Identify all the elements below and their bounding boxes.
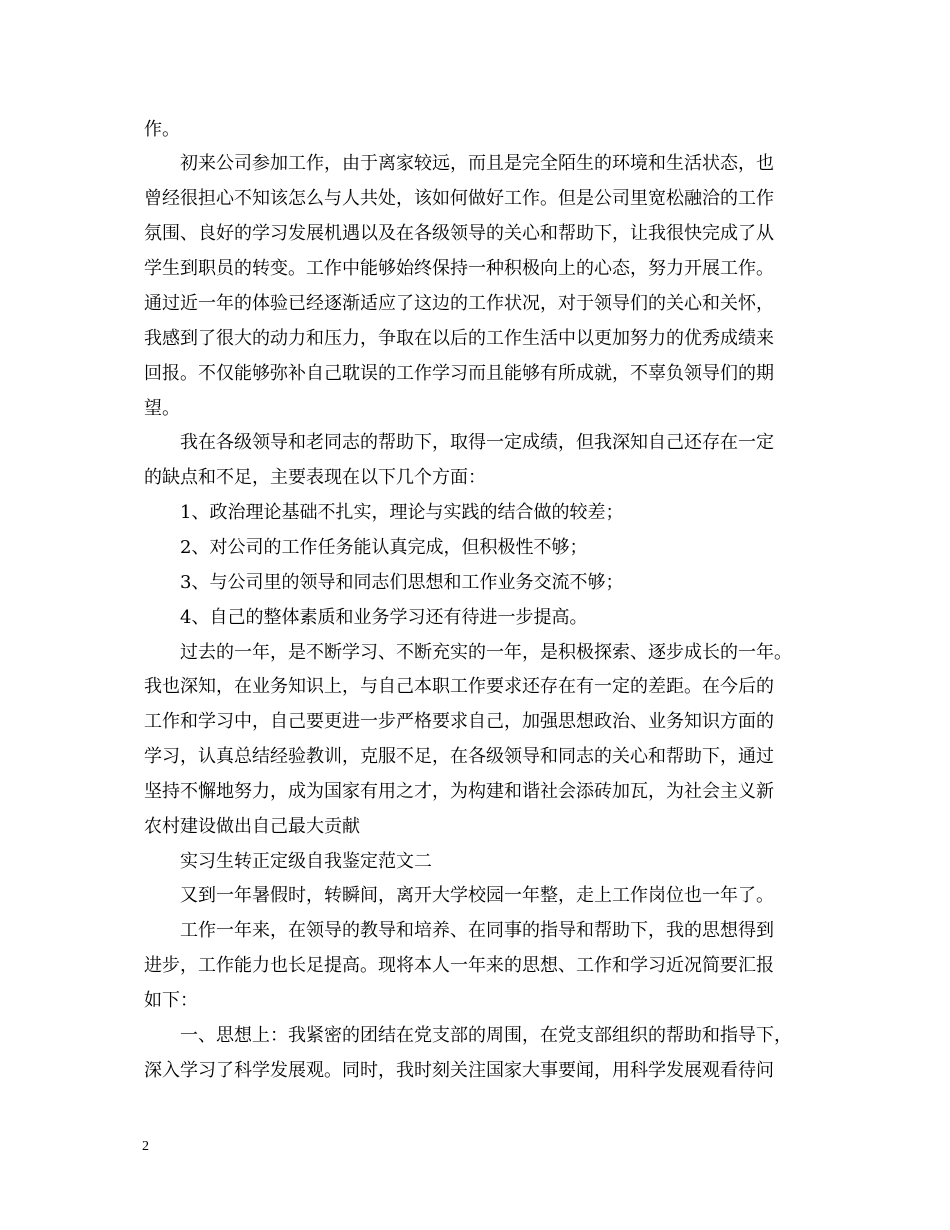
list-item: 1、政治理论基础不扎实，理论与实践的结合做的较差； xyxy=(180,502,624,523)
text-line: 坚持不懈地努力，成为国家有用之才，为构建和谐社会添砖加瓦，为社会主义新 xyxy=(144,781,774,802)
text-line: 进步，工作能力也长足提高。现将本人一年来的思想、工作和学习近况简要汇报 xyxy=(144,955,774,976)
text-line: 学生到职员的转变。工作中能够始终保持一种积极向上的心态，努力开展工作。 xyxy=(144,258,774,279)
text-line: 氛围、良好的学习发展机遇以及在各级领导的关心和帮助下，让我很快完成了从 xyxy=(144,223,774,244)
text-line: 初来公司参加工作，由于离家较远，而且是完全陌生的环境和生活状态，也 xyxy=(180,153,774,174)
text-line: 的缺点和不足，主要表现在以下几个方面： xyxy=(144,467,486,488)
text-line: 望。 xyxy=(144,398,180,419)
text-line: 我也深知，在业务知识上，与自己本职工作要求还存在有一定的差距。在今后的 xyxy=(144,676,774,697)
text-line: 如下： xyxy=(144,990,198,1011)
text-line: 回报。不仅能够弥补自己耽误的工作学习而且能够有所成就，不辜负领导们的期 xyxy=(144,363,774,384)
list-item: 3、与公司里的领导和同志们思想和工作业务交流不够； xyxy=(180,572,624,593)
text-line: 工作一年来，在领导的教导和培养、在同事的指导和帮助下，我的思想得到 xyxy=(180,920,774,941)
text-line: 我在各级领导和老同志的帮助下，取得一定成绩，但我深知自己还存在一定 xyxy=(180,432,774,453)
section-heading: 实习生转正定级自我鉴定范文二 xyxy=(180,851,432,872)
text-line: 工作和学习中，自己要更进一步严格要求自己，加强思想政治、业务知识方面的 xyxy=(144,711,774,732)
list-item: 2、对公司的工作任务能认真完成，但积极性不够； xyxy=(180,537,588,558)
text-line: 农村建设做出自己最大贡献 xyxy=(144,816,360,837)
text-line: 我感到了很大的动力和压力，争取在以后的工作生活中以更加努力的优秀成绩来 xyxy=(144,328,774,349)
text-line: 曾经很担心不知该怎么与人共处，该如何做好工作。但是公司里宽松融洽的工作 xyxy=(144,188,774,209)
text-line: 又到一年暑假时，转瞬间，离开大学校园一年整，走上工作岗位也一年了。 xyxy=(180,885,774,906)
text-line: 过去的一年，是不断学习、不断充实的一年，是积极探索、逐步成长的一年。 xyxy=(180,642,792,663)
page-number: 2 xyxy=(142,1139,149,1154)
text-line: 通过近一年的体验已经逐渐适应了这边的工作状况，对于领导们的关心和关怀， xyxy=(144,293,774,314)
text-line: 深入学习了科学发展观。同时，我时刻关注国家大事要闻，用科学发展观看待问 xyxy=(144,1060,774,1081)
text-line: 作。 xyxy=(144,119,180,140)
list-item: 4、自己的整体素质和业务学习还有待进一步提高。 xyxy=(180,607,588,628)
text-line: 一、思想上：我紧密的团结在党支部的周围，在党支部组织的帮助和指导下， xyxy=(180,1025,792,1046)
text-line: 学习，认真总结经验教训，克服不足，在各级领导和同志的关心和帮助下，通过 xyxy=(144,746,774,767)
